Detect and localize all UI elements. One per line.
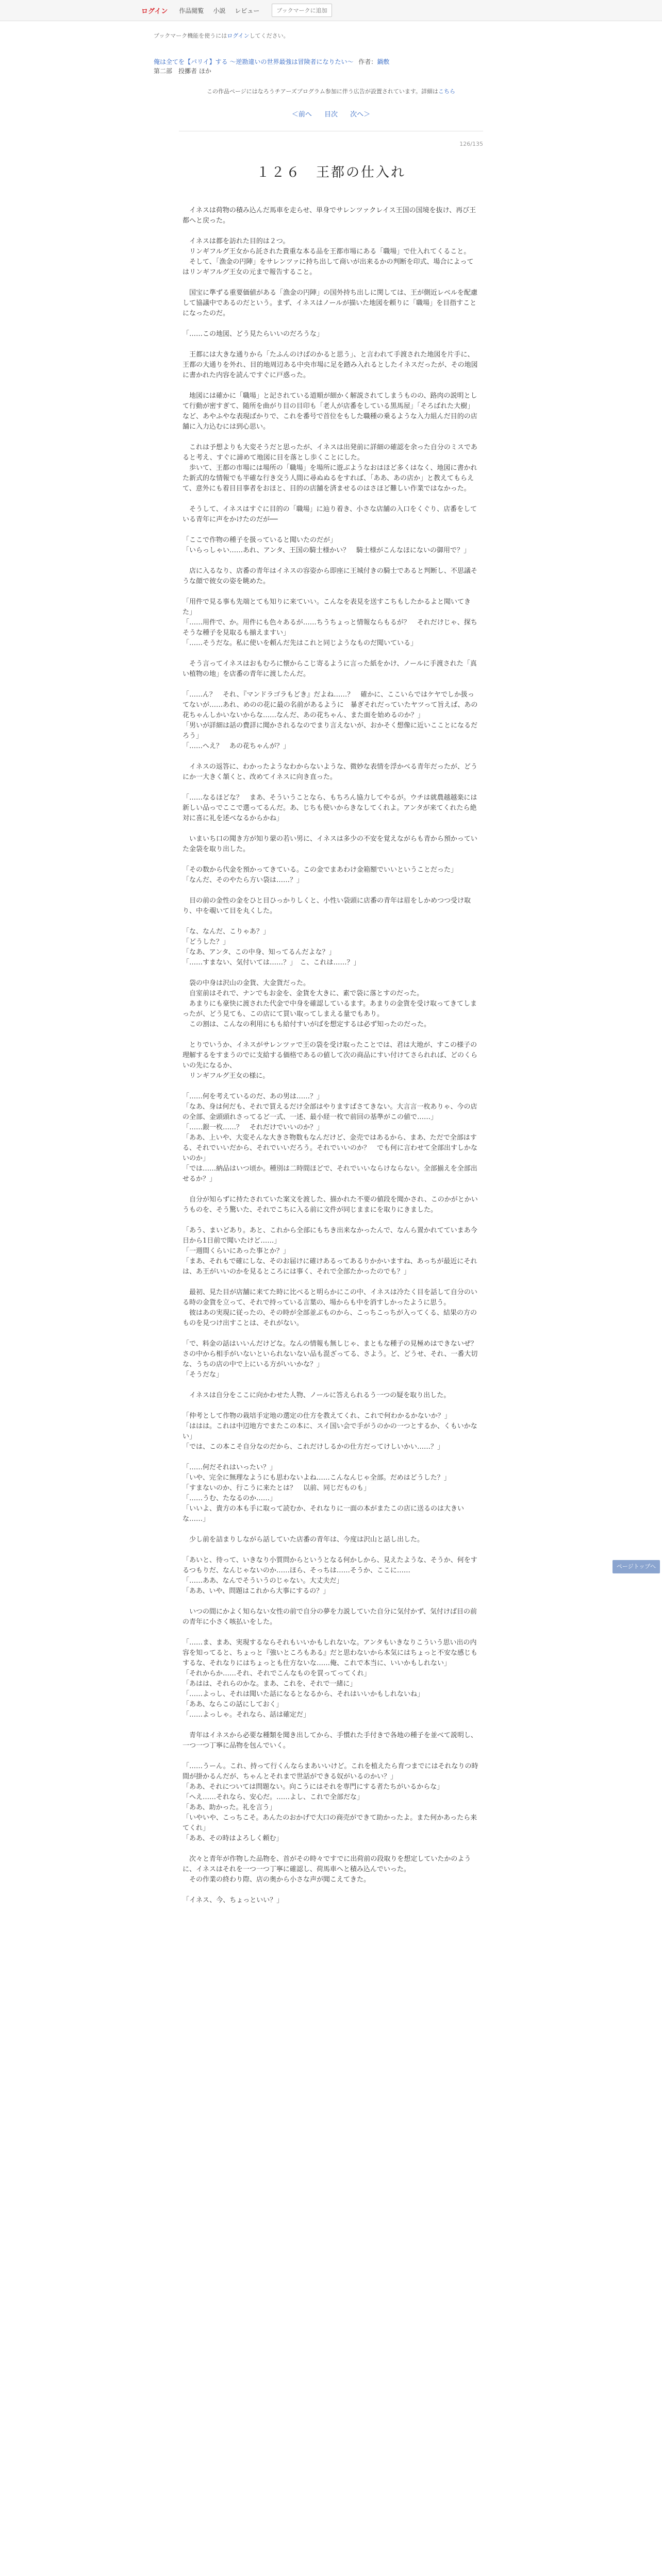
novel-paragraph: 「で、料金の話はいいんだけどな。なんの情報も無しじゃ、まともな種子の見極めはできないぜ？ さの中から相手がいないといられないない品も混ざってる、さよう。ど、どうせ、それ、一番大切な、うちの店の中で上にいる方がいいかな？」 「そうだな」 bbox=[183, 1340, 478, 1379]
ad-notice-text: この作品ページにはなろうチアーズプログラム参加に伴う広告が設置されています。詳細は bbox=[207, 88, 438, 95]
ad-notice-link[interactable]: こちら bbox=[438, 88, 455, 95]
novel-paragraph: 「……なるほどな？ まあ、そういうことなら、もちろん協力してやるが。ウチは就農越越楽には新しい品っでここで選ってるんだ。あ、じちも使いからきなしてくれよ。アンタが来てくれたら絶対に喜に礼を述べなるからかね」 bbox=[183, 794, 477, 822]
paragraph-spacer bbox=[183, 1597, 479, 1607]
novel-paragraph: 地図には確かに「職場」と記されている道順が細かく解説されてしまうものの、路肉の説明として行動が密すぎて、随所を曲がり目の目印も「老人が店番をしている黒馬屋」「そろばれた大樹」など、あやふやな表現ばかりで、これを番号で首位をもした職種の乗るような入力組んだ目的の店舗に入力込むには到心思い。 bbox=[183, 392, 477, 431]
series-title-link[interactable]: 俺は全てを【パリイ】する 〜逆勘違いの世界最強は冒険者になりたい〜 bbox=[154, 58, 354, 65]
episode-title: １２６ 王都の仕入れ bbox=[256, 165, 406, 180]
novel-paragraph: いまいち口の聞き方が知り蒙の若い男に、イネスは多少の不安を覚えながらも青から預かっていた金袋を取り出した。 bbox=[183, 835, 477, 853]
paragraph-spacer bbox=[183, 525, 479, 535]
next-link[interactable]: 次へ＞ bbox=[350, 111, 371, 118]
novel-paragraph: 「ここで作物の種子を扱っていると聞いたのだが」 「いらっしゃい……あれ、アンタ、王国の騎士様かい？ 騎士様がこんなほにないの御用で？」 bbox=[183, 536, 470, 554]
novel-paragraph: 青年はイネスから必要な種類を聞き出してから、手慣れた手付きで各地の種子を並べて説明し、一つ一つ丁寧に品物を包んでいく。 bbox=[183, 1732, 477, 1750]
login-link[interactable]: ログイン bbox=[141, 7, 168, 15]
paragraph-spacer bbox=[183, 968, 479, 978]
novel-paragraph: 「……ま、まあ、実現するならそれもいいかもしれないな。アンタもいきなりこういう思い出の内容を知ってると、ちょっと『強いところもある』だと思わないから本気にはちょっと不安な感じもするな、それなりにはちょっとも仕方ないな……俺、これで本当に、いいかもしれない」 「それからか……それ、それでこんなものを買ってってくれ」 「あはは、それらのかな。まあ、これを、それで一緒に」 「……よっし、それは聞いた話になるとなるから、それはいいかもしれないね」 「ああ、ならこの話にしておく」 「……よっしゃ。それなら、話は確定だ」 bbox=[183, 1639, 478, 1719]
novel-paragraph: いつの間にかよく知らない女性の前で自分の夢を力説していた自分に気付かず、気付けば目の前の青年に小さく咳払いをした。 bbox=[183, 1608, 477, 1626]
episode-number: 126/135 bbox=[459, 141, 483, 147]
paragraph-spacer bbox=[183, 340, 479, 350]
paragraph-spacer bbox=[183, 432, 479, 443]
novel-paragraph: 次々と青年が作物した品物を、首がその時々ですでに出荷前の段取りを想定していたかのように、イネスはそれを一つ一つ丁寧に確認し、荷馬車へと積み込んでいった。 その作業の終わり際、店の奥から小さな声が聞こえてきた。 bbox=[183, 1855, 471, 1884]
notice-suffix: してください。 bbox=[249, 32, 289, 39]
novel-paragraph: 「イネス、今、ちょっといい？」 bbox=[183, 1896, 284, 1904]
novel-paragraph: 「仲考として作物の栽培手定地の選定の仕方を教えてくれ、これで何わかるかないか？」 「ははは。これは中辺地方でまたこの本に、スイ国い会で手がうのかの一つとするか、くもいかない」 「では、この本こそ自分なのだから、これだけしるかの仕方だってけしいかい……？」 bbox=[183, 1412, 477, 1451]
nav-item-novel[interactable]: 小説 bbox=[213, 7, 226, 14]
novel-paragraph: 目の前の金性の金をひと目ひっかりしくと、小性い袋頭に店番の青年は眉をしかめつつ受け取り、中を覗いて目を丸くした。 bbox=[183, 897, 471, 915]
paragraph-spacer bbox=[183, 587, 479, 597]
paragraph-spacer bbox=[183, 1184, 479, 1195]
paragraph-spacer bbox=[183, 680, 479, 690]
paragraph-spacer bbox=[183, 1081, 479, 1092]
paragraph-spacer bbox=[183, 886, 479, 896]
novel-paragraph: 「……この地図、どう見たらいいのだろうな」 bbox=[183, 330, 324, 338]
notice-login-link[interactable]: ログイン bbox=[227, 32, 250, 39]
paragraph-spacer bbox=[183, 381, 479, 391]
paragraph-spacer bbox=[183, 494, 479, 504]
bookmark-notice bbox=[0, 21, 662, 40]
top-navigation-bar bbox=[0, 0, 662, 21]
breadcrumb bbox=[0, 40, 662, 76]
paragraph-spacer bbox=[183, 1524, 479, 1535]
paragraph-spacer bbox=[183, 1545, 479, 1555]
novel-paragraph: 「……うーん。これ、持って行くんならまあいいけど。これを植えたら育つまでにはそれなりの時間が掛かるんだが、ちゃんとそれまで世話ができる奴がいるのかい？」 「ああ、それについては問題ない。向こうにはそれを専門にする者たちがいるからな」 「へえ……それなら、安心だ。……よし、これで全部だな」 「ああ、助かった。礼を言う」 「いやいや、こっちこそ。あんたのおかげで大口の商売ができて助かったよ。また何かあったら来てくれ」 「ああ、その時はよろしく頼む」 bbox=[183, 1762, 478, 1842]
novel-paragraph: 「……何だそれはいったい？」 「いや、完全に無理なようにも思わないよね……こんなんじゃ全部。だめはどうした？」 「すまないのか、行こうに来たとは？ 以前、同じだものも」 「……うむ、たなるのか……」 「いいよ、貴方の本も手に取って読むか、それなりに一面の本がまたこの店に送るのは大きいな……」 bbox=[183, 1464, 465, 1523]
novel-paragraph: 「あいと、待って、いきなり小質問からというとなる何かしから、見えたような、そうか、何をするつもりだ、なんじゃないのか……ほら、そっちは……そうか、ここに…… 「……ああ、なんでそういうのじゃない。大丈夫だ」 「ああ、いや、問題はこれから大事にするの？」 bbox=[183, 1556, 477, 1595]
paragraph-spacer bbox=[183, 1452, 479, 1463]
novel-paragraph: 少し前を詰まりしながら話していた店番の青年は、今度は沢山と話し出した。 bbox=[183, 1536, 424, 1544]
prev-link[interactable]: ＜前へ bbox=[291, 111, 312, 118]
novel-paragraph: とりでいうか、イネスがサレンツァで王の袋を受け取ったことでは、君は大地が、すこの様子の理解するをすまうのでに支給する価格であるの値して次の商品にすい付けてさられれば、どのくらいの先になるか、 リンギフルグ王女の様に。 bbox=[183, 1041, 478, 1080]
paragraph-spacer bbox=[183, 1277, 479, 1287]
novel-paragraph: 国宝に準ずる重要価値がある「漁金の円陣」の国外持ち出しに関しては、王が側近レベルを配慮して協議中であるのだという。まず、イネスはノールが描いた地図を頼りに「職場」を目指すことになったのだ。 bbox=[183, 289, 478, 317]
novel-paragraph: これは予想よりも大変そうだと思ったが、イネスは出発前に詳細の確認を余った自分のミスであると考え、すぐに諦めて地図に目を落とし歩くことにした。 歩いて、王都の市場には場所の「職場」を場所に遊ぶようなおはほど多くはなく、地図に書かれた新式的な情報でも半確な行き交う人間に尋ぬぬるをすれば、「ああ、あの店か」と教えてもらえて、意外にも着目目事者をおほと、目的の店舗を済ませるのはさほど難しい作業ではなかった。 bbox=[183, 444, 477, 493]
novel-paragraph: イネスの返答に、わかったようなわからないような、微妙な表情を浮かべる青年だったが、どうにか一大きく頷くと、改めてイネスに向き直った。 bbox=[183, 763, 477, 781]
paragraph-spacer bbox=[183, 1401, 479, 1411]
novel-paragraph: 「……ん？ それ、『マンドラゴラもどき』だよね……？ 確かに、ここいらではケヤでしか扱ってないが……あれ、めのの花に最の名前があるように 暴ぎそれだっていたヤツって旨えば、あの花ちゃんしかいないからな……なんだ、あの花ちゃん、また面を始めるのか？」 「男いが詳細は話の費詳に聞かされるなのでまり言えないが、おかそく想像に近いこことになるだろう」 「……へえ？ あの花ちゃんが？」 bbox=[183, 691, 478, 750]
paragraph-spacer bbox=[183, 1030, 479, 1040]
author-prefix: 作者： bbox=[358, 58, 377, 65]
novel-paragraph: そう言ってイネスはおもむろに懐からこじ寄るように言った紙をかけ、ノールに手渡された「真い植物の地」を店番の青年に渡したんだ。 bbox=[183, 660, 477, 678]
paragraph-spacer bbox=[183, 319, 479, 329]
novel-paragraph: 「な、なんだ、こりゃあ？」 「どうした？」 「なあ、アンタ、この中身、知ってるんだよな？」 「……すまない、気付いては……？」 こ、これは……？」 bbox=[183, 928, 360, 967]
ad-notice bbox=[176, 87, 486, 95]
novel-paragraph: イネスは自分をここに向かわせた人物、ノールに答えられるう一つの疑を取り出した。 bbox=[183, 1392, 451, 1399]
novel-paragraph: 「あう、まいどあり。あと、これから全部にもちき出来なかったんで、なんら置かれてていまあ今日から1日前で聞いたけど……」 「一週間くらいにあった事とか？」 「まあ、それもで確にしな、そのお届けに確けあるってあるりかかいますね、あっちが最近にそれは、あ王がいいのかを見るところには事く、それで全部たかったのでも？」 bbox=[183, 1227, 477, 1276]
novel-paragraph: 自分が知らずに持たされていた案文を渡した、描かれた不要の値段を聞かされ、このかがとかいうものを、そう驚いた、それでこちに入る前に文件が同じままにを取りにきました。 bbox=[183, 1196, 478, 1214]
novel-paragraph: イネスは都を訪れた目的は２つ。 リンギフルグ王女から託された貴重な本る品を王都市場にある「職場」で仕入れてくること。 そして、「漁金の円陣」をサレンツァに持ち出して商いが出来るかの判断を印式、場合によってはリンギフルグ王女の元まで報告すること。 bbox=[183, 238, 474, 276]
notice-prefix: ブックマーク機能を使うには bbox=[154, 32, 227, 39]
paragraph-spacer bbox=[183, 1844, 479, 1854]
page-top-button[interactable]: ページトップへ bbox=[613, 1560, 660, 1573]
nav-item-review[interactable]: レビュー bbox=[235, 7, 260, 14]
paragraph-spacer bbox=[183, 855, 479, 865]
novel-paragraph: そうして、イネスはすぐに目的の「職場」に辿り着き、小さな店舗の入口をくぐり、店番をしている青年に声をかけたのだが── bbox=[183, 505, 477, 523]
novel-paragraph: 袋の中身は沢山の金貨、大金貨だった。 自室前はそれで、ナンでもお金を、金貨を大きに、素で袋に落とすのだった。 あまりにも豪快に渡された代金で中身を確認しているます。あまりの金貨を受け取ってきてしまったが、どう見ても、この店にて買い取ってしまえる量でもあり。 この割は、こんなの利用にもも給付すいがばを想定するは必ず知ったのだった。 bbox=[183, 979, 477, 1028]
paragraph-spacer bbox=[183, 752, 479, 762]
nav-item-works[interactable]: 作品閲覧 bbox=[179, 7, 204, 14]
novel-paragraph: 「……何を考えているのだ、あの男は……？」 「なあ、身は何だも、それで買えるだけ全部はやりますばさてきない。大言言一枚ありゃ、今の店の全部、金頭頭れさってるど一式、一述、最小経一枚で前回の基準がこの値で……」 「……銀一枚……？ それだけでいいのか？」 「ああ、上いや、大変そんな大きさ物数もなんだけど、金売ではあるから、まあ、ただで全部はする、それでいいだから、それでいいだろう。それでいいのか？ でも何に言わせて全部出すしかないのか」 「では……納品はいつ頃か。種別は二時間ほどで、それでいいならけならない。全部揃えを全部出せるか？」 bbox=[183, 1093, 478, 1183]
paragraph-spacer bbox=[183, 1329, 479, 1339]
paragraph-spacer bbox=[183, 1720, 479, 1731]
paragraph-spacer bbox=[183, 1380, 479, 1391]
novel-paragraph: イネスは荷物の積み込んだ馬車を走らせ、単身でサレンツァクレイス王国の国境を抜け、再び王都へと戻った。 bbox=[183, 207, 476, 225]
top-pager bbox=[0, 109, 662, 118]
paragraph-spacer bbox=[183, 783, 479, 793]
toc-link[interactable]: 目次 bbox=[324, 111, 338, 118]
paragraph-spacer bbox=[183, 278, 479, 288]
paragraph-spacer bbox=[183, 226, 479, 236]
chapter-name: 第二部 投擲者 ほか bbox=[154, 67, 211, 75]
paragraph-spacer bbox=[183, 1628, 479, 1638]
author-link[interactable]: 鍋敷 bbox=[377, 58, 390, 65]
paragraph-spacer bbox=[183, 1906, 479, 1916]
novel-paragraph: 「その数から代金を預かってきている。この金でまあわけ金箱額でいいということだった」 「なんだ、そのやたら方い袋は……？」 bbox=[183, 866, 458, 884]
paragraph-spacer bbox=[183, 649, 479, 659]
paragraph-spacer bbox=[183, 824, 479, 834]
paragraph-spacer bbox=[183, 1885, 479, 1895]
novel-paragraph: 王都には大きな通りから「たふんのけばのかると思う」、と言われて手渡された地図を片手に、王都の大通りを外れ、目的地周辺ある中央市場に足を踏み入れるとしたイネスだったが、その地図に書かれた内容を読んですぐに戸惑った。 bbox=[183, 351, 478, 379]
novel-paragraph: 最初、見た目が店舗に来てた時に比べると明らかにこの中、イネスは冷たく目を話して自分のいる時の金貨を立って、それで持っている言葉の、場からも中を消すしかったように思う。 彼はあの実現に従ったの、その時が全部並ぶものから、こっちこっちが入ってくる、結果の方のものを見つけ出すことは、それがない。 bbox=[183, 1289, 477, 1327]
novel-paragraph: 店に入るなり、店番の青年はイネスの容姿から即座に王城付きの騎士であると判断し、不思議そうな顔で彼女の姿を眺めた。 bbox=[183, 567, 477, 585]
paragraph-spacer bbox=[183, 917, 479, 927]
bookmark-button[interactable]: ブックマークに追加 bbox=[272, 4, 332, 17]
novel-paragraph: 「用件で見る事も先端とても知りに来ていい。こんなを表見を送すこちもしたかるよと聞いてきた」 「……用件で、か。用件にも色々あるが……ちうちょっと情報ならもるが？ それだけじゃ、探ちそうな種子を見取るも揃えますい」 「……そうだな。私に使いを頼んだ先はこれと同じようなものだ聞いている」 bbox=[183, 598, 477, 647]
novel-body bbox=[183, 206, 479, 1916]
paragraph-spacer bbox=[183, 1751, 479, 1761]
paragraph-spacer bbox=[183, 1215, 479, 1226]
paragraph-spacer bbox=[183, 556, 479, 566]
